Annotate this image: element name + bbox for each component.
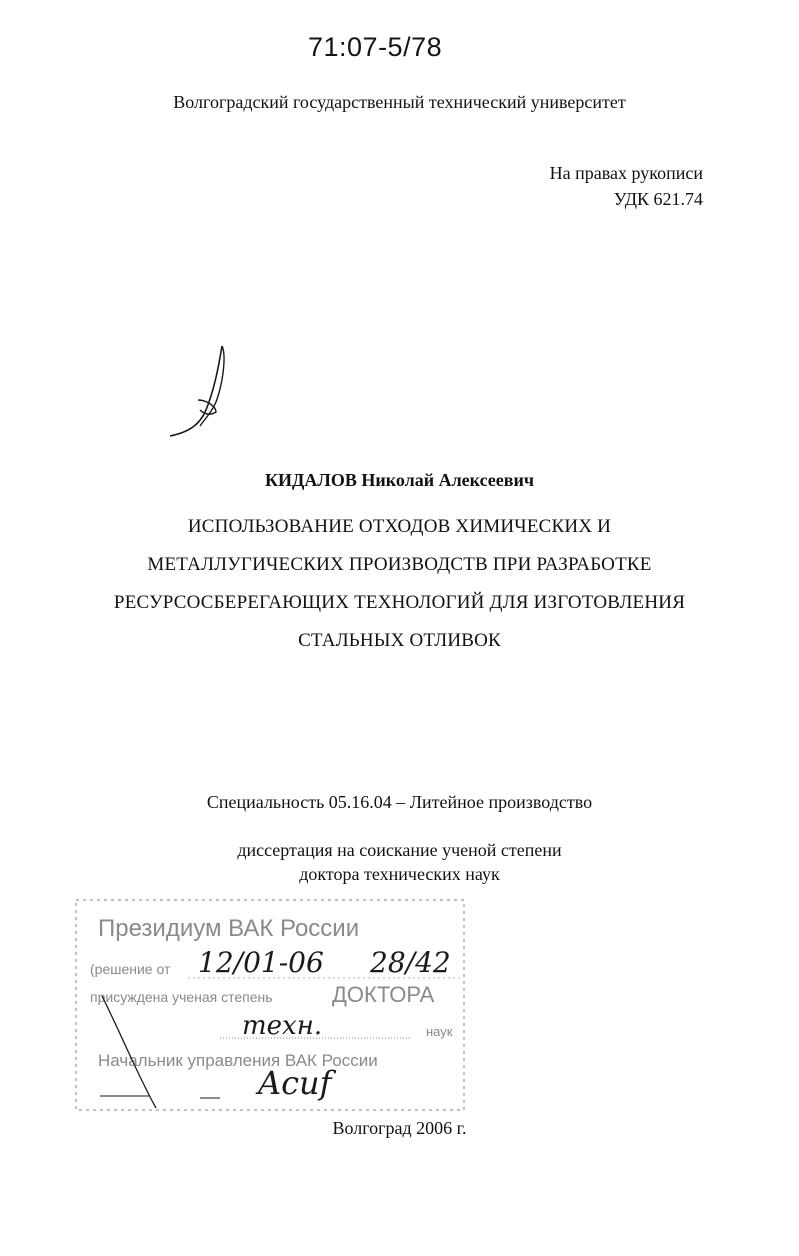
title-line: МЕТАЛЛУГИЧЕСКИХ ПРОИЗВОДСТВ ПРИ РАЗРАБОТКЕ <box>147 554 652 575</box>
title-line: РЕСУРСОСБЕРЕГАЮЩИХ ТЕХНОЛОГИЙ ДЛЯ ИЗГОТОВЛЕНИЯ <box>113 592 686 613</box>
vak-stamp <box>70 886 470 1116</box>
stamp-decision-number: 28/42 <box>370 946 451 979</box>
stamp-awarded-label: присуждена ученая степень <box>90 989 273 1005</box>
stamp-decision-date: 12/01-06 <box>198 946 324 979</box>
stamp-degree: ДОКТОРА <box>332 982 435 1007</box>
rights-block <box>550 160 703 212</box>
stamp-field: техн. <box>242 1011 323 1041</box>
degree-info <box>0 838 799 886</box>
udc-code: УДК 621.74 <box>613 189 703 209</box>
stamp-decision-label: (решение от <box>90 961 171 977</box>
author-name <box>0 470 799 491</box>
manuscript-rights-label: На правах рукописи <box>549 163 703 183</box>
degree-line: диссертация на соискание ученой степени <box>237 840 562 860</box>
catalog-number: 71:07-5/78 <box>308 32 443 62</box>
author-signature <box>160 340 240 440</box>
university-name: Волгоградский государственный технический университет <box>173 92 626 112</box>
stamp-line-presidium: Президиум ВАК России <box>98 915 360 942</box>
author-surname: КИДАЛОВ <box>264 470 357 490</box>
specialty-line: Специальность 05.16.04 – Литейное производство <box>206 792 593 812</box>
stamp-chief-label: Начальник управления ВАК России <box>98 1051 378 1070</box>
title-line: ИСПОЛЬЗОВАНИЕ ОТХОДОВ ХИМИЧЕСКИХ И <box>187 516 612 537</box>
stamp-field-suffix: наук <box>426 1024 453 1039</box>
city-year: Волгоград 2006 г. <box>332 1118 467 1138</box>
dissertation-title <box>0 508 799 660</box>
degree-level: доктора технических наук <box>299 864 500 884</box>
author-given-names: Николай Алексеевич <box>361 470 535 490</box>
title-line: СТАЛЬНЫХ ОТЛИВОК <box>298 630 501 651</box>
stamp-signature: Acuf <box>258 1064 332 1102</box>
